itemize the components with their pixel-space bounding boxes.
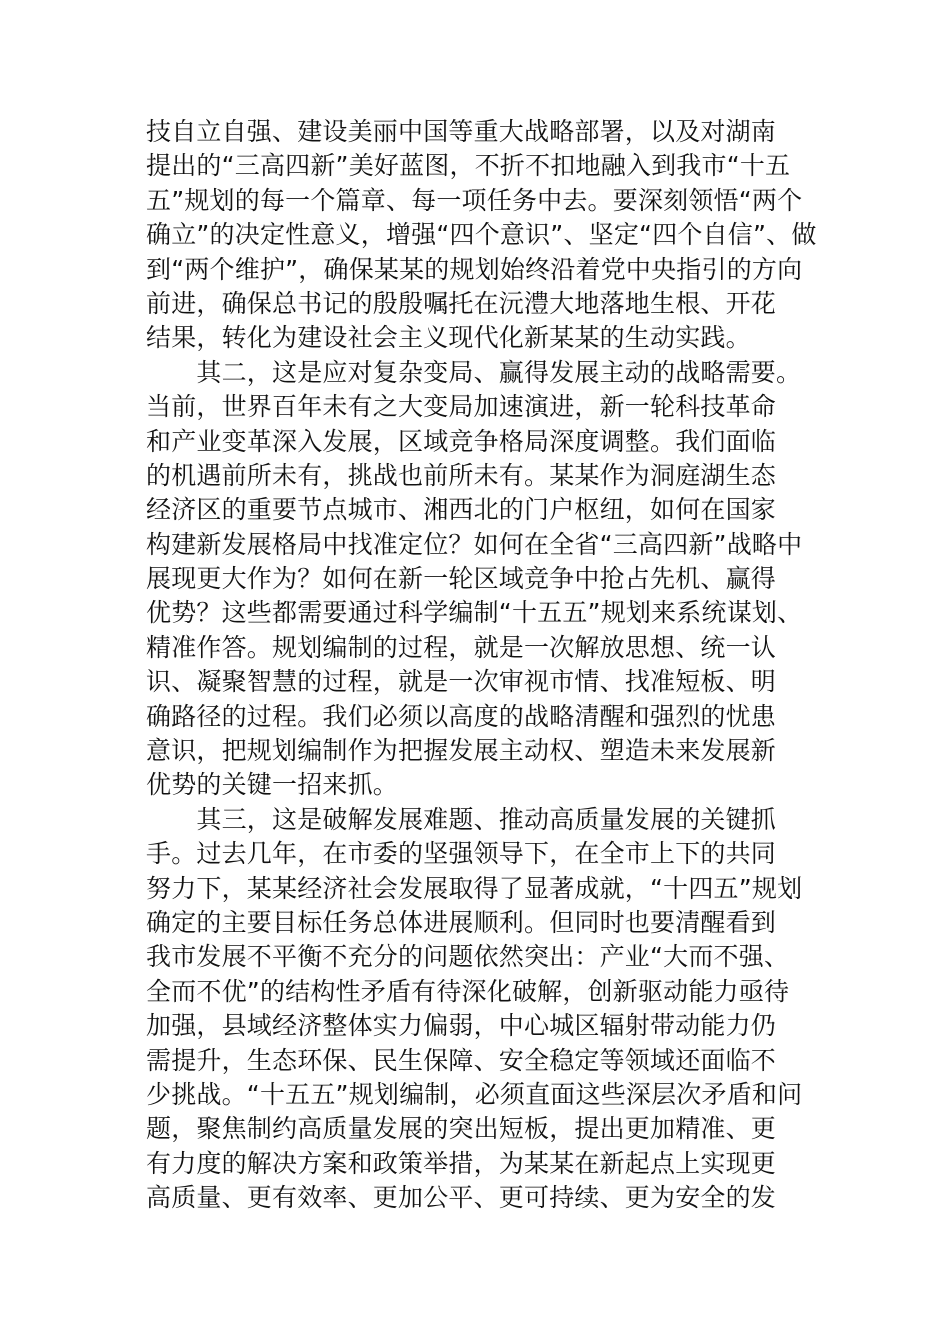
text-line: 需提升，生态环保、民生保障、安全稳定等领域还面临不 (146, 1045, 777, 1075)
text-line: 的机遇前所未有，挑战也前所未有。某某作为洞庭湖生态 (146, 460, 777, 490)
text-line: 经济区的重要节点城市、湘西北的门户枢纽，如何在国家 (146, 495, 777, 525)
text-line: 确定的主要目标任务总体进展顺利。但同时也要清醒看到 (146, 907, 777, 937)
text-line: 高质量、更有效率、更加公平、更可持续、更为安全的发 (146, 1183, 777, 1213)
text-line: 构建新发展格局中找准定位？如何在全省“三高四新”战略中 (146, 529, 803, 559)
text-line: 题，聚焦制约高质量发展的突出短板，提出更加精准、更 (146, 1114, 777, 1144)
text-line: 和产业变革深入发展，区域竞争格局深度调整。我们面临 (146, 426, 777, 456)
paragraph-start-line: 其三，这是破解发展难题、推动高质量发展的关键抓 (146, 804, 777, 834)
text-line: 优势？这些都需要通过科学编制“十五五”规划来系统谋划、 (146, 598, 803, 628)
text-line: 当前，世界百年未有之大变局加速演进，新一轮科技革命 (146, 392, 777, 422)
text-line: 少挑战。“十五五”规划编制，必须直面这些深层次矛盾和问 (146, 1079, 803, 1109)
text-line: 到“两个维护”，确保某某的规划始终沿着党中央指引的方向 (146, 254, 803, 284)
text-line: 确路径的过程。我们必须以高度的战略清醒和强烈的忧患 (146, 701, 777, 731)
text-line: 前进，确保总书记的殷殷嘱托在沅澧大地落地生根、开花 (146, 288, 777, 318)
body-text (146, 115, 816, 1216)
text-line: 提出的“三高四新”美好蓝图，不折不扣地融入到我市“十五 (146, 151, 791, 181)
text-line: 精准作答。规划编制的过程，就是一次解放思想、统一认 (146, 632, 777, 662)
text-line: 结果，转化为建设社会主义现代化新某某的生动实践。 (146, 323, 751, 353)
text-line: 五”规划的每一个篇章、每一项任务中去。要深刻领悟“两个 (146, 185, 803, 215)
text-line: 确立”的决定性意义，增强“四个意识”、坚定“四个自信”、做 (146, 220, 817, 250)
text-line: 意识，把规划编制作为把握发展主动权、塑造未来发展新 (146, 736, 777, 766)
text-line: 我市发展不平衡不充分的问题依然突出：产业“大而不强、 (146, 942, 790, 972)
text-line: 技自立自强、建设美丽中国等重大战略部署，以及对湖南 (146, 117, 777, 146)
text-line: 努力下，某某经济社会发展取得了显著成就，“十四五”规划 (146, 873, 803, 903)
text-line: 手。过去几年，在市委的坚强领导下，在全市上下的共同 (146, 839, 777, 869)
text-line: 展现更大作为？如何在新一轮区域竞争中抢占先机、赢得 (146, 564, 777, 594)
text-line: 加强，县域经济整体实力偏弱，中心城区辐射带动能力仍 (146, 1011, 777, 1041)
text-line: 有力度的解决方案和政策举措，为某某在新起点上实现更 (146, 1148, 777, 1178)
text-line: 全而不优”的结构性矛盾有待深化破解，创新驱动能力亟待 (146, 976, 790, 1006)
text-line: 识、凝聚智慧的过程，就是一次审视市情、找准短板、明 (146, 667, 777, 697)
paragraph-start-line: 其二，这是应对复杂变局、赢得发展主动的战略需要。 (146, 357, 802, 387)
text-line: 优势的关键一招来抓。 (146, 770, 399, 800)
